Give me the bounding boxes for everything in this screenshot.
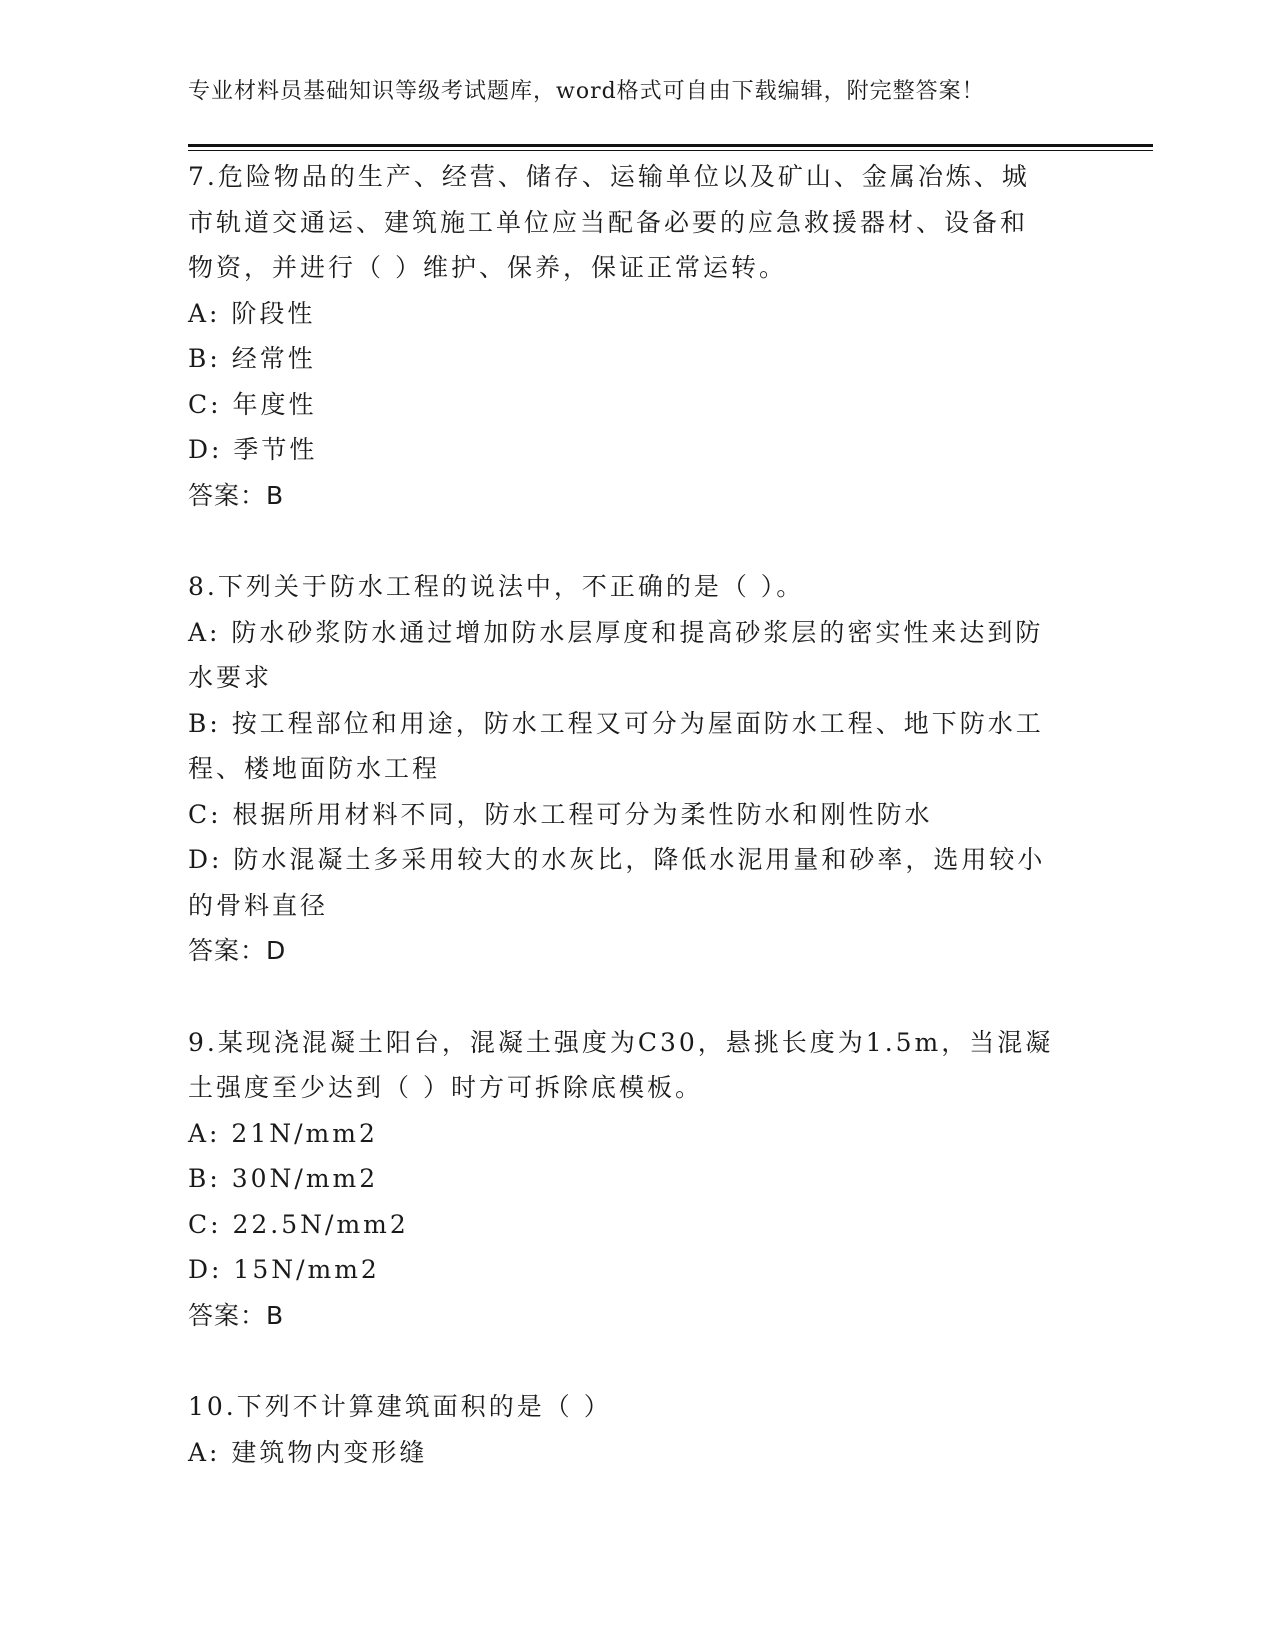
question-8 (188, 564, 1068, 974)
answer-label: 答案：B (188, 480, 285, 510)
option-a: A: 21N/mm2 (188, 1118, 378, 1148)
question-stem-line: 7.危险物品的生产、经营、储存、运输单位以及矿山、金属冶炼、城 (188, 162, 1030, 191)
option-b: B: 经常性 (188, 344, 316, 373)
question-7 (188, 154, 1068, 518)
option-a-continued: 水要求 (188, 663, 273, 692)
answer-label: 答案：B (188, 1300, 285, 1330)
question-9 (188, 1020, 1068, 1339)
question-stem-line: 8.下列关于防水工程的说法中，不正确的是（ ）。 (188, 572, 805, 601)
option-d: D: 15N/mm2 (188, 1255, 380, 1284)
option-a: A: 阶段性 (188, 298, 316, 328)
option-d: D: 季节性 (188, 435, 318, 464)
question-stem-line: 土强度至少达到（ ）时方可拆除底模板。 (188, 1073, 703, 1102)
option-c: C: 22.5N/mm2 (188, 1209, 409, 1239)
option-a: A: 建筑物内变形缝 (188, 1437, 428, 1467)
question-list (188, 154, 1068, 1521)
question-stem-line: 10.下列不计算建筑面积的是（ ） (188, 1392, 612, 1421)
question-stem-line: 物资，并进行（ ）维护、保养，保证正常运转。 (188, 253, 787, 282)
question-10 (188, 1384, 1068, 1475)
question-stem-line: 市轨道交通运、建筑施工单位应当配备必要的应急救援器材、设备和 (188, 207, 1029, 237)
option-d-continued: 的骨料直径 (188, 890, 329, 920)
header-divider (188, 144, 1153, 147)
option-d: D: 防水混凝土多采用较大的水灰比，降低水泥用量和砂率，选用较小 (188, 845, 1046, 874)
option-c: C: 年度性 (188, 389, 317, 419)
option-b: B: 30N/mm2 (188, 1164, 379, 1193)
option-b: B: 按工程部位和用途，防水工程又可分为屋面防水工程、地下防水工 (188, 708, 1044, 738)
question-stem-line: 9.某现浇混凝土阳台，混凝土强度为C30，悬挑长度为1.5m，当混凝 (188, 1027, 1054, 1057)
answer-label: 答案：D (188, 936, 287, 965)
page-header: 专业材料员基础知识等级考试题库，word格式可自由下载编辑，附完整答案！ (188, 79, 985, 104)
option-c: C: 根据所用材料不同，防水工程可分为柔性防水和刚性防水 (188, 799, 933, 829)
header-divider-thin (188, 150, 1153, 151)
option-a: A: 防水砂浆防水通过增加防水层厚度和提高砂浆层的密实性来达到防 (188, 617, 1044, 647)
option-b-continued: 程、楼地面防水工程 (188, 754, 441, 783)
